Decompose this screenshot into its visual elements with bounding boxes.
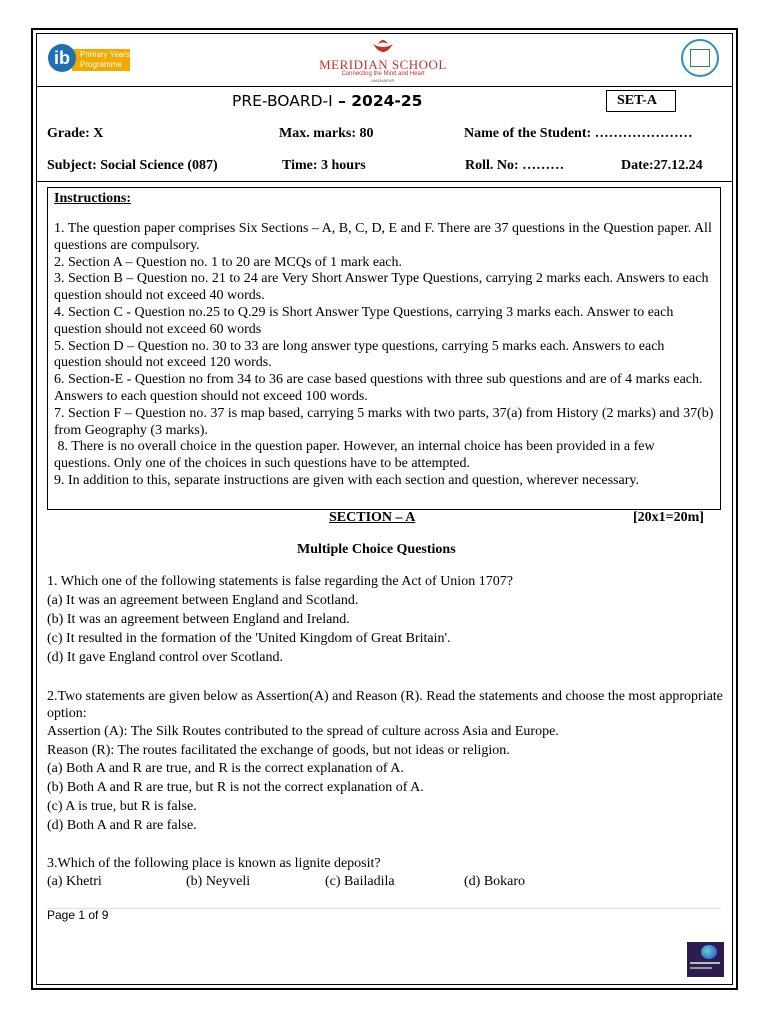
meridian-school-logo bbox=[300, 38, 466, 88]
question-text: 1. Which one of the following statements is false regarding the Act of Union 1707? bbox=[47, 574, 513, 589]
set-label: SET-A bbox=[606, 90, 676, 112]
ib-icon: ib bbox=[48, 44, 76, 72]
instruction-item: 8. There is no overall choice in the question paper. However, an internal choice has been provided in a few questions. Only one of the choices in such questions have to be attempted. bbox=[54, 439, 659, 472]
school-location: MADHAPUR bbox=[371, 78, 395, 83]
option: (a) Khetri bbox=[47, 874, 102, 889]
reason: Reason (R): The routes facilitated the exchange of goods, but not ideas or religion. bbox=[47, 742, 510, 758]
instruction-item: 9. In addition to this, separate instructions are given with each section and question, wherever necessary. bbox=[54, 472, 639, 488]
section-a-marks: [20x1=20m] bbox=[633, 510, 704, 525]
instructions-title: Instructions: bbox=[54, 191, 132, 206]
option: (c) Bailadila bbox=[325, 874, 395, 889]
assertion: Assertion (A): The Silk Routes contributed to the spread of culture across Asia and Europe. bbox=[47, 724, 559, 739]
header-divider bbox=[37, 86, 732, 87]
option: (c) A is true, but R is false. bbox=[47, 798, 197, 814]
option: (a) Both A and R are true, and R is the correct explanation of A. bbox=[47, 761, 404, 777]
section-a-title: SECTION – A bbox=[329, 510, 416, 525]
student-name-field: Name of the Student: ………………… bbox=[464, 126, 693, 141]
exam-title: PRE-BOARD-I – 2024-25 bbox=[232, 92, 423, 110]
options-row bbox=[47, 872, 727, 891]
exam-date: Date:27.12.24 bbox=[621, 158, 703, 173]
question-2 bbox=[47, 689, 729, 835]
school-name: MERIDIAN SCHOOL bbox=[319, 57, 447, 72]
option: (b) It was an agreement between England and Ireland. bbox=[47, 612, 350, 627]
ib-footer-logo-icon bbox=[687, 942, 724, 977]
section-a-subtitle: Multiple Choice Questions bbox=[297, 542, 456, 557]
subject: Subject: Social Science (087) bbox=[47, 158, 218, 173]
option: (b) Both A and R are true, but R is not the correct explanation of A. bbox=[47, 780, 424, 796]
pyp-logo-text: Primary Years Programme bbox=[72, 49, 130, 71]
instruction-item: 5. Section D – Question no. 30 to 33 are long answer type questions, carrying 5 marks each. Answers to each question should not exceed 120 words. bbox=[54, 338, 665, 371]
instruction-item: 6. Section-E - Question no from 34 to 36 are case based questions with three sub questions and are of 4 marks each. Answers to each question should not exceed 100 words. bbox=[54, 372, 703, 404]
grade: Grade: X bbox=[47, 126, 104, 141]
option: (d) Bokaro bbox=[464, 874, 526, 889]
footer-logo-mark bbox=[701, 945, 717, 959]
instructions-list bbox=[54, 221, 714, 490]
option: (c) It resulted in the formation of the 'United Kingdom of Great Britain'. bbox=[47, 631, 451, 646]
meridian-emblem-icon bbox=[370, 38, 396, 58]
footer-divider bbox=[47, 908, 721, 909]
instruction-item: 4. Section C - Question no.25 to Q.29 is Short Answer Type Questions, carrying 3 marks each. Answer to each question should not exceed 60 words bbox=[54, 304, 674, 337]
footer-logo-text-line bbox=[690, 967, 712, 969]
instruction-item: 3. Section B – Question no. 21 to 24 are Very Short Answer Type Questions, carrying 2 marks each. Answers to each question should not exceed 40 words. bbox=[54, 271, 709, 304]
instruction-item: 1. The question paper comprises Six Sections – A, B, C, D, E and F. There are 37 questions in the Question paper. All questions are compulsory. bbox=[54, 221, 712, 253]
option: (d) It gave England control over Scotland. bbox=[47, 650, 283, 665]
page-number: Page 1 of 9 bbox=[47, 908, 109, 922]
cbse-emblem-icon bbox=[681, 39, 719, 77]
question-text: 2.Two statements are given below as Assertion(A) and Reason (R). Read the statements and choose the most appropriate option: bbox=[47, 689, 723, 721]
option: (a) It was an agreement between England and Scotland. bbox=[47, 593, 359, 608]
question-3 bbox=[47, 855, 727, 891]
footer-logo-text-line bbox=[690, 962, 720, 964]
school-tagline: Connecting the Mind and Heart bbox=[341, 71, 425, 77]
instruction-item: 7. Section F – Question no. 37 is map based, carrying 5 marks with two parts, 37(a) from History (2 marks) and 37(b) from Geography (3 marks). bbox=[54, 405, 714, 438]
max-marks: Max. marks: 80 bbox=[279, 126, 374, 141]
pyp-logo bbox=[48, 44, 130, 74]
question-1 bbox=[47, 572, 727, 667]
option: (d) Both A and R are false. bbox=[47, 817, 197, 833]
cbse-emblem-inner bbox=[690, 49, 710, 67]
roll-no-field: Roll. No: ……… bbox=[465, 158, 565, 173]
meta-divider bbox=[37, 181, 732, 182]
question-text: 3.Which of the following place is known as lignite deposit? bbox=[47, 856, 381, 871]
option: (b) Neyveli bbox=[186, 874, 251, 889]
instruction-item: 2. Section A – Question no. 1 to 20 are MCQs of 1 mark each. bbox=[54, 254, 403, 270]
time: Time: 3 hours bbox=[282, 158, 366, 173]
